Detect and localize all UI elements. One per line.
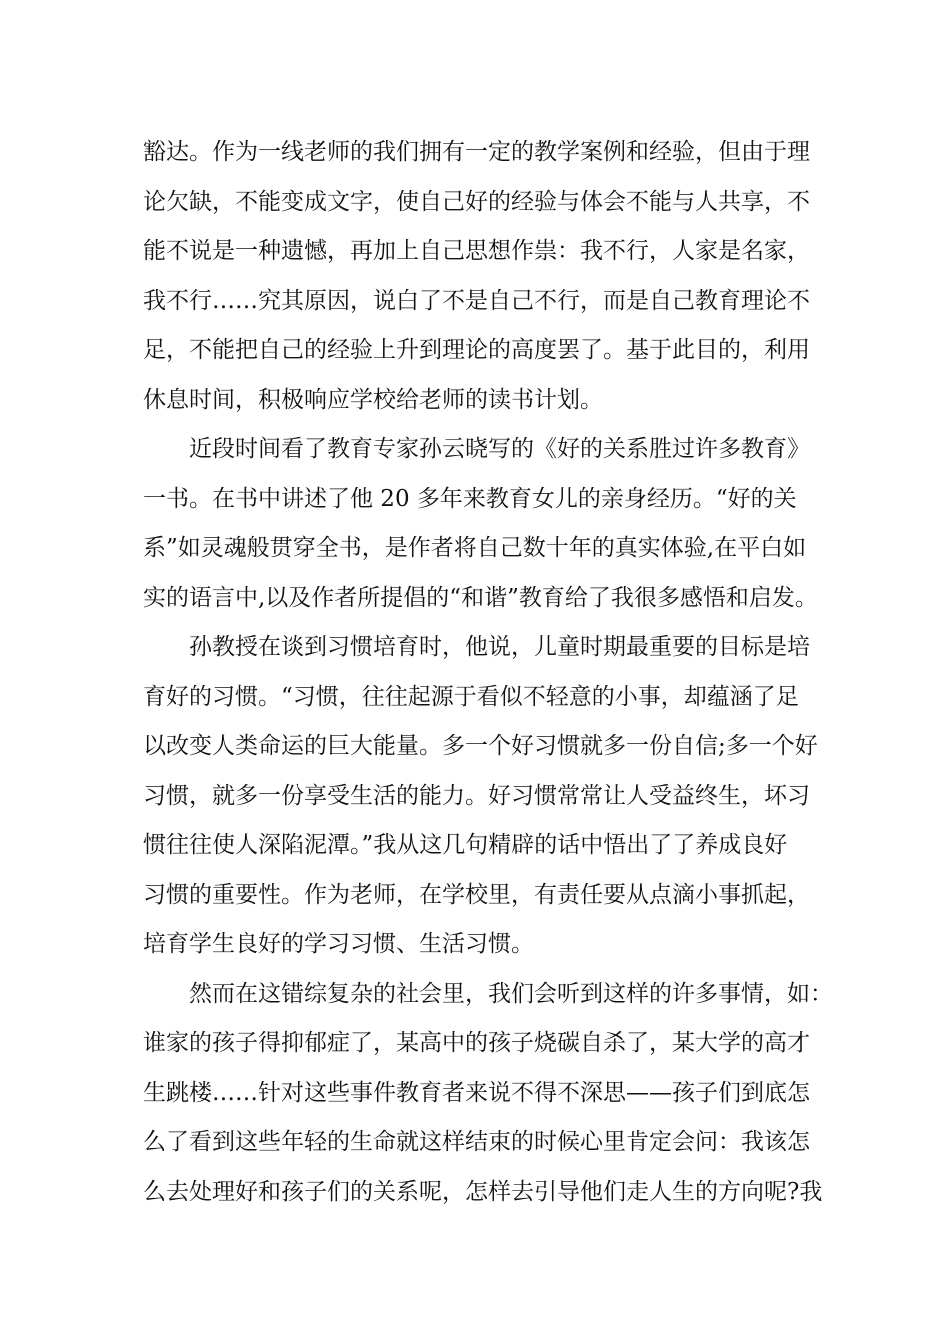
text-line: 能不说是一种遗憾，再加上自己思想作祟：我不行，人家是名家， [143, 238, 810, 264]
text-line: 论欠缺，不能变成文字，使自己好的经验与体会不能与人共享，不 [143, 188, 810, 215]
text-line: 一书。在书中讲述了他 20 多年来教育女儿的亲身经历。“好的关 [143, 485, 797, 512]
text-line: 然而在这错综复杂的社会里，我们会听到这样的许多事情，如： [189, 980, 833, 1007]
body-text [143, 128, 838, 1217]
text-line: 生跳楼……针对这些事件教育者来说不得不深思——孩子们到底怎 [143, 1079, 810, 1106]
text-line: 以改变人类命运的巨大能量。多一个好习惯就多一份自信;多一个好 [143, 733, 818, 759]
text-line: 豁达。作为一线老师的我们拥有一定的教学案例和经验，但由于理 [143, 139, 810, 165]
text-line: 休息时间，积极响应学校给老师的读书计划。 [143, 386, 603, 413]
text-line: 么去处理好和孩子们的关系呢，怎样去引导他们走人生的方向呢?我 [143, 1178, 823, 1205]
text-line: 系”如灵魂般贯穿全书，是作者将自己数十年的真实体验,在平白如 [143, 535, 807, 561]
text-line: 习惯的重要性。作为老师，在学校里，有责任要从点滴小事抓起， [143, 881, 810, 908]
text-line: 培育学生良好的学习习惯、生活习惯。 [143, 931, 534, 957]
text-line: 谁家的孩子得抑郁症了，某高中的孩子烧碳自杀了，某大学的高才 [143, 1030, 810, 1056]
text-line: 孙教授在谈到习惯培育时，他说，儿童时期最重要的目标是培 [189, 634, 810, 660]
text-line: 近段时间看了教育专家孙云晓写的《好的关系胜过许多教育》 [189, 436, 810, 462]
text-line: 育好的习惯。“习惯，往往起源于看似不轻意的小事，却蕴涵了足 [143, 683, 799, 710]
text-line: 足，不能把自己的经验上升到理论的高度罢了。基于此目的，利用 [143, 337, 810, 363]
text-line: 习惯，就多一份享受生活的能力。好习惯常常让人受益终生，坏习 [143, 782, 810, 809]
text-line: 实的语言中,以及作者所提倡的“和谐”教育给了我很多感悟和启发。 [143, 584, 818, 611]
text-line: 我不行……究其原因，说白了不是自己不行，而是自己教育理论不 [143, 287, 810, 314]
text-line: 么了看到这些年轻的生命就这样结束的时候心里肯定会问：我该怎 [143, 1129, 810, 1155]
text-line: 惯往往使人深陷泥潭。”我从这几句精辟的话中悟出了了养成良好 [143, 832, 788, 858]
